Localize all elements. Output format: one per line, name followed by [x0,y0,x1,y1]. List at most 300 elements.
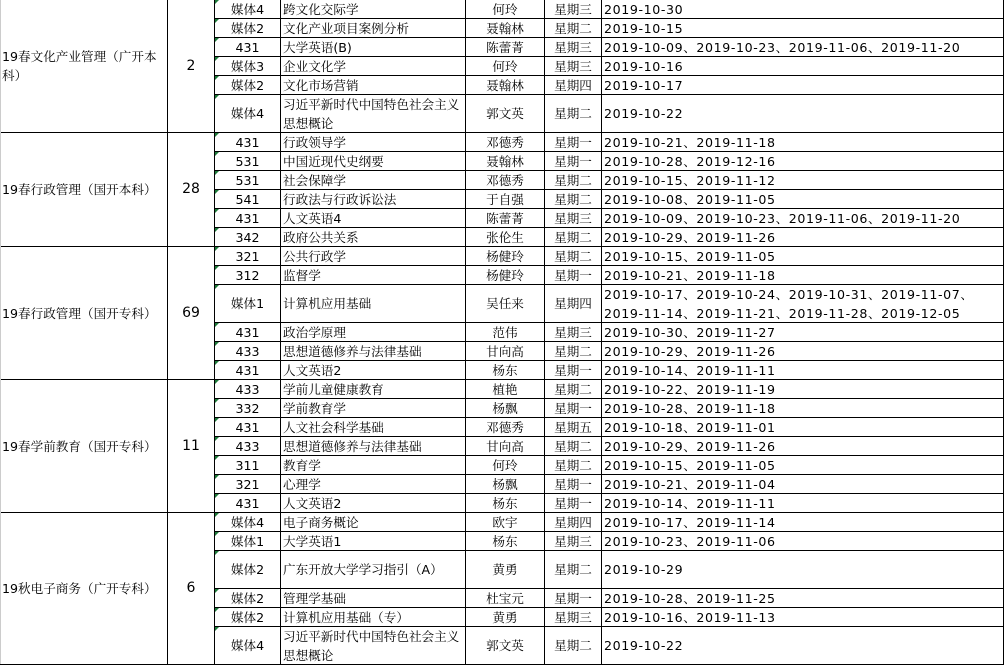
dates-cell-text: 2019-10-16 [604,58,684,74]
course-cell[interactable] [281,228,466,247]
code-cell-text: 312 [235,267,260,283]
code-cell[interactable] [215,285,281,323]
course-cell[interactable] [281,475,466,494]
code-cell-text: 531 [235,172,260,188]
teacher-cell[interactable] [466,437,545,456]
teacher-cell[interactable] [466,57,545,76]
teacher-cell[interactable] [466,342,545,361]
course-cell-text: 中国近现代史纲要 [283,153,384,169]
teacher-cell[interactable] [466,95,545,133]
teacher-cell[interactable] [466,76,545,95]
day-cell[interactable] [545,285,602,323]
day-cell-text: 星期二 [554,20,592,36]
code-cell-text: 342 [235,229,260,245]
code-cell[interactable] [215,38,281,57]
student-count-cell-text: 11 [182,437,200,454]
day-cell-text: 星期二 [554,343,592,359]
day-cell[interactable] [545,532,602,551]
teacher-cell-text: 吴任来 [486,296,524,311]
teacher-cell[interactable] [466,608,545,627]
course-cell[interactable] [281,152,466,171]
teacher-cell-text: 陈蕾菁 [486,210,524,226]
day-cell-text: 星期一 [554,590,592,606]
dates-cell-text: 2019-10-29、2019-11-26 [604,438,776,454]
course-cell-text: 大学英语(B) [283,39,352,55]
teacher-cell[interactable] [466,399,545,418]
day-cell-text: 星期三 [554,609,592,625]
dates-cell[interactable] [602,133,1004,152]
day-cell[interactable] [545,361,602,380]
dates-cell-text: 2019-10-21、2019-11-18 [604,134,776,150]
code-cell[interactable] [215,513,281,532]
day-cell[interactable] [545,228,602,247]
dates-cell[interactable] [602,589,1004,608]
course-cell-text: 计算机应用基础 [283,296,372,311]
day-cell-text: 星期三 [554,210,592,226]
dates-cell-text: 2019-10-15、2019-11-05 [604,457,776,473]
code-cell[interactable] [215,399,281,418]
course-cell-text: 行政法与行政诉讼法 [283,191,397,207]
course-cell[interactable] [281,95,466,133]
sheet-left-edge [0,0,1,664]
dates-cell[interactable] [602,266,1004,285]
day-cell[interactable] [545,494,602,513]
course-cell[interactable] [281,399,466,418]
day-cell[interactable] [545,380,602,399]
day-cell-text: 星期二 [554,438,592,454]
day-cell[interactable] [545,247,602,266]
group-name-cell[interactable] [0,0,168,133]
teacher-cell[interactable] [466,551,545,589]
dates-cell-text: 2019-10-22 [604,106,684,121]
code-cell[interactable] [215,589,281,608]
course-cell[interactable] [281,627,466,665]
course-cell-text: 人文英语2 [283,495,342,511]
course-cell-text: 人文社会科学基础 [283,419,384,435]
code-cell[interactable] [215,190,281,209]
group-name-cell-text: 19春学前教育（国开专科） [2,438,157,454]
course-cell-text: 学前教育学 [283,400,346,416]
dates-cell-text: 2019-10-28、2019-11-18 [604,400,776,416]
course-cell[interactable] [281,209,466,228]
day-cell[interactable] [545,399,602,418]
day-cell[interactable] [545,456,602,475]
dates-cell[interactable] [602,38,1004,57]
teacher-cell[interactable] [466,133,545,152]
teacher-cell[interactable] [466,456,545,475]
dates-cell[interactable] [602,437,1004,456]
dates-cell[interactable] [602,152,1004,171]
dates-cell[interactable] [602,76,1004,95]
student-count-cell[interactable] [168,380,215,513]
teacher-cell-text: 杨健玲 [486,248,524,264]
code-cell[interactable] [215,76,281,95]
teacher-cell[interactable] [466,494,545,513]
code-cell-text: 431 [235,134,260,150]
teacher-cell-text: 聂翰林 [486,20,524,36]
dates-cell[interactable] [602,475,1004,494]
teacher-cell-text: 郭文英 [486,106,524,121]
course-cell[interactable] [281,266,466,285]
code-cell-text: 媒体3 [230,58,265,74]
day-cell[interactable] [545,551,602,589]
course-cell-text: 思想道德修养与法律基础 [283,438,422,454]
course-cell[interactable] [281,589,466,608]
day-cell-text: 星期二 [554,106,592,121]
course-cell[interactable] [281,171,466,190]
teacher-cell[interactable] [466,190,545,209]
day-cell-text: 星期一 [554,400,592,416]
day-cell-text: 星期三 [554,58,592,74]
course-cell[interactable] [281,532,466,551]
teacher-cell[interactable] [466,532,545,551]
code-cell[interactable] [215,266,281,285]
code-cell[interactable] [215,437,281,456]
code-cell[interactable] [215,418,281,437]
course-cell-text: 习近平新时代中国特色社会主义思想概论 [283,628,460,663]
teacher-cell[interactable] [466,285,545,323]
teacher-cell-text: 杨飘 [492,476,518,492]
code-cell-text: 531 [235,153,260,169]
student-count-cell[interactable] [168,247,215,380]
student-count-cell[interactable] [168,513,215,665]
course-cell[interactable] [281,57,466,76]
day-cell-text: 星期一 [554,267,592,283]
code-cell[interactable] [215,456,281,475]
teacher-cell-text: 杨东 [492,533,518,549]
course-cell-text: 监督学 [283,267,321,283]
course-cell-text: 教育学 [283,457,321,473]
student-count-cell-text: 6 [186,580,196,596]
code-cell-text: 媒体2 [230,20,265,36]
course-cell[interactable] [281,0,466,19]
course-cell[interactable] [281,361,466,380]
teacher-cell[interactable] [466,247,545,266]
teacher-cell-text: 邓德秀 [486,172,524,188]
code-cell-text: 431 [235,210,260,226]
teacher-cell-text: 杨东 [492,362,518,378]
student-count-cell-text: 69 [182,304,200,321]
code-cell[interactable] [215,247,281,266]
code-cell[interactable] [215,323,281,342]
code-cell[interactable] [215,342,281,361]
code-cell-text: 媒体2 [230,562,265,577]
dates-cell-text: 2019-10-29、2019-11-26 [604,343,776,359]
teacher-cell-text: 陈蕾菁 [486,39,524,55]
course-cell-text: 公共行政学 [283,248,346,264]
code-cell-text: 311 [235,457,260,473]
day-cell-text: 星期二 [554,638,592,653]
day-cell-text: 星期二 [554,381,592,397]
code-cell-text: 431 [235,419,260,435]
course-cell[interactable] [281,76,466,95]
course-cell-text: 跨文化交际学 [283,1,359,17]
day-cell-text: 星期二 [554,248,592,264]
course-cell[interactable] [281,437,466,456]
teacher-cell[interactable] [466,209,545,228]
dates-cell-text: 2019-10-17、2019-10-24、2019-10-31、2019-11-07、2019-11-14、2019-11-21、2019-11-28、2019-12-05 [604,286,974,321]
dates-cell-text: 2019-10-14、2019-11-11 [604,495,776,511]
teacher-cell[interactable] [466,152,545,171]
course-cell[interactable] [281,608,466,627]
code-cell-text: 433 [235,438,260,454]
course-cell-text: 管理学基础 [283,590,346,606]
day-cell-text: 星期三 [554,324,592,340]
teacher-cell[interactable] [466,171,545,190]
code-cell-text: 433 [235,381,260,397]
day-cell[interactable] [545,266,602,285]
code-cell-text: 媒体2 [230,590,265,606]
dates-cell-text: 2019-10-08、2019-11-05 [604,191,776,207]
course-cell-text: 文化产业项目案例分析 [283,20,409,36]
code-cell[interactable] [215,532,281,551]
course-cell-text: 心理学 [283,476,321,492]
group-name-cell-text: 19秋电子商务（广开专科） [2,581,157,596]
course-cell-text: 人文英语4 [283,210,342,226]
dates-cell[interactable] [602,228,1004,247]
course-cell[interactable] [281,285,466,323]
teacher-cell-text: 何玲 [492,1,518,17]
dates-cell[interactable] [602,418,1004,437]
teacher-cell[interactable] [466,380,545,399]
group-name-cell-text: 19春行政管理（国开本科） [2,182,157,197]
teacher-cell-text: 邓德秀 [486,134,524,150]
code-cell-text: 431 [235,39,260,55]
day-cell-text: 星期二 [554,191,592,207]
dates-cell[interactable] [602,247,1004,266]
teacher-cell-text: 黄勇 [492,562,518,577]
dates-cell-text: 2019-10-29、2019-11-26 [604,229,776,245]
teacher-cell[interactable] [466,323,545,342]
day-cell[interactable] [545,0,602,19]
dates-cell-text: 2019-10-21、2019-11-04 [604,476,776,492]
course-cell[interactable] [281,190,466,209]
teacher-cell-text: 聂翰林 [486,77,524,93]
code-cell[interactable] [215,171,281,190]
teacher-cell[interactable] [466,475,545,494]
dates-cell[interactable] [602,57,1004,76]
course-cell[interactable] [281,551,466,589]
day-cell[interactable] [545,95,602,133]
dates-cell[interactable] [602,323,1004,342]
teacher-cell[interactable] [466,38,545,57]
dates-cell-text: 2019-10-15、2019-11-05 [604,248,776,264]
dates-cell-text: 2019-10-21、2019-11-18 [604,267,776,283]
dates-cell[interactable] [602,494,1004,513]
course-cell[interactable] [281,38,466,57]
teacher-cell-text: 杨健玲 [486,267,524,283]
teacher-cell[interactable] [466,418,545,437]
course-cell-text: 广东开放大学学习指引（A） [283,562,443,577]
course-cell[interactable] [281,456,466,475]
course-cell-text: 电子商务概论 [283,514,359,530]
teacher-cell[interactable] [466,266,545,285]
dates-cell[interactable] [602,0,1004,19]
code-cell[interactable] [215,133,281,152]
course-cell[interactable] [281,19,466,38]
course-cell[interactable] [281,418,466,437]
dates-cell[interactable] [602,399,1004,418]
group-name-cell[interactable] [0,247,168,380]
course-cell-text: 政治学原理 [283,324,346,340]
teacher-cell[interactable] [466,361,545,380]
code-cell[interactable] [215,475,281,494]
teacher-cell[interactable] [466,228,545,247]
dates-cell[interactable] [602,513,1004,532]
code-cell[interactable] [215,361,281,380]
code-cell-text: 431 [235,324,260,340]
teacher-cell-text: 邓德秀 [486,419,524,435]
code-cell[interactable] [215,494,281,513]
teacher-cell[interactable] [466,589,545,608]
code-cell-text: 媒体2 [230,609,265,625]
day-cell[interactable] [545,627,602,665]
day-cell[interactable] [545,342,602,361]
dates-cell-text: 2019-10-17 [604,77,684,93]
dates-cell-text: 2019-10-30 [604,1,684,17]
course-cell[interactable] [281,323,466,342]
dates-cell[interactable] [602,95,1004,133]
dates-cell[interactable] [602,19,1004,38]
day-cell[interactable] [545,418,602,437]
code-cell[interactable] [215,627,281,665]
teacher-cell-text: 杨东 [492,495,518,511]
group-name-cell[interactable] [0,380,168,513]
day-cell[interactable] [545,513,602,532]
teacher-cell[interactable] [466,627,545,665]
dates-cell[interactable] [602,608,1004,627]
dates-cell-text: 2019-10-17、2019-11-14 [604,514,776,530]
dates-cell[interactable] [602,380,1004,399]
dates-cell-text: 2019-10-09、2019-10-23、2019-11-06、2019-11-20 [604,210,961,226]
teacher-cell-text: 于自强 [486,191,524,207]
day-cell[interactable] [545,608,602,627]
student-count-cell[interactable] [168,0,215,133]
code-cell[interactable] [215,57,281,76]
code-cell[interactable] [215,95,281,133]
group-name-cell[interactable] [0,133,168,247]
code-cell-text: 媒体1 [230,296,265,311]
dates-cell-text: 2019-10-22 [604,638,684,653]
dates-cell-text: 2019-10-15、2019-11-12 [604,172,776,188]
day-cell[interactable] [545,57,602,76]
dates-cell-text: 2019-10-22、2019-11-19 [604,381,776,397]
group-name-cell[interactable] [0,513,168,665]
student-count-cell-text: 2 [186,57,196,74]
day-cell[interactable] [545,171,602,190]
teacher-cell[interactable] [466,513,545,532]
dates-cell[interactable] [602,551,1004,589]
day-cell-text: 星期一 [554,476,592,492]
course-cell-text: 习近平新时代中国特色社会主义思想概论 [283,96,460,131]
course-cell-text: 企业文化学 [283,58,346,74]
code-cell-text: 431 [235,495,260,511]
day-cell[interactable] [545,152,602,171]
course-cell-text: 大学英语1 [283,533,342,549]
dates-cell[interactable] [602,209,1004,228]
day-cell[interactable] [545,190,602,209]
code-cell[interactable] [215,19,281,38]
day-cell-text: 星期四 [554,514,592,530]
day-cell-text: 星期三 [554,39,592,55]
student-count-cell[interactable] [168,133,215,247]
day-cell[interactable] [545,437,602,456]
day-cell[interactable] [545,133,602,152]
dates-cell[interactable] [602,456,1004,475]
code-cell[interactable] [215,380,281,399]
dates-cell-text: 2019-10-14、2019-11-11 [604,362,776,378]
day-cell-text: 星期三 [554,533,592,549]
dates-cell[interactable] [602,190,1004,209]
teacher-cell[interactable] [466,0,545,19]
code-cell-text: 媒体4 [230,1,265,17]
course-cell-text: 文化市场营销 [283,77,359,93]
dates-cell-text: 2019-10-28、2019-12-16 [604,153,776,169]
teacher-cell-text: 郭文英 [486,638,524,653]
course-cell[interactable] [281,513,466,532]
code-cell-text: 431 [235,362,260,378]
student-count-cell-text: 28 [182,181,200,197]
course-cell[interactable] [281,133,466,152]
day-cell-text: 星期五 [554,419,592,435]
code-cell-text: 媒体4 [230,106,265,121]
code-cell[interactable] [215,551,281,589]
dates-cell-text: 2019-10-29 [604,562,684,577]
dates-cell[interactable] [602,532,1004,551]
dates-cell[interactable] [602,342,1004,361]
teacher-cell-text: 聂翰林 [486,153,524,169]
dates-cell[interactable] [602,171,1004,190]
course-cell[interactable] [281,380,466,399]
teacher-cell[interactable] [466,19,545,38]
day-cell[interactable] [545,19,602,38]
dates-cell[interactable] [602,627,1004,665]
day-cell-text: 星期二 [554,229,592,245]
code-cell-text: 媒体4 [230,514,265,530]
teacher-cell-text: 黄勇 [492,609,518,625]
code-cell-text: 332 [235,400,260,416]
code-cell[interactable] [215,228,281,247]
teacher-cell-text: 甘向高 [486,438,524,454]
code-cell[interactable] [215,209,281,228]
dates-cell-text: 2019-10-15 [604,20,684,36]
day-cell[interactable] [545,475,602,494]
course-cell[interactable] [281,247,466,266]
day-cell[interactable] [545,76,602,95]
day-cell[interactable] [545,589,602,608]
dates-cell-text: 2019-10-16、2019-11-13 [604,609,776,625]
course-cell-text: 社会保障学 [283,172,346,188]
course-cell[interactable] [281,342,466,361]
course-cell-text: 行政领导学 [283,134,346,150]
dates-cell-text: 2019-10-09、2019-10-23、2019-11-06、2019-11-20 [604,39,961,55]
code-cell[interactable] [215,608,281,627]
day-cell[interactable] [545,209,602,228]
dates-cell[interactable] [602,361,1004,380]
code-cell[interactable] [215,0,281,19]
group-name-cell-text: 19春文化产业管理（广开本科） [2,49,157,83]
course-cell[interactable] [281,494,466,513]
dates-cell[interactable] [602,285,1004,323]
dates-cell-text: 2019-10-30、2019-11-27 [604,324,776,340]
code-cell[interactable] [215,152,281,171]
day-cell[interactable] [545,323,602,342]
day-cell-text: 星期三 [554,1,592,17]
teacher-cell-text: 何玲 [492,457,518,473]
course-cell-text: 政府公共关系 [283,229,359,245]
day-cell[interactable] [545,38,602,57]
code-cell-text: 媒体2 [230,77,265,93]
